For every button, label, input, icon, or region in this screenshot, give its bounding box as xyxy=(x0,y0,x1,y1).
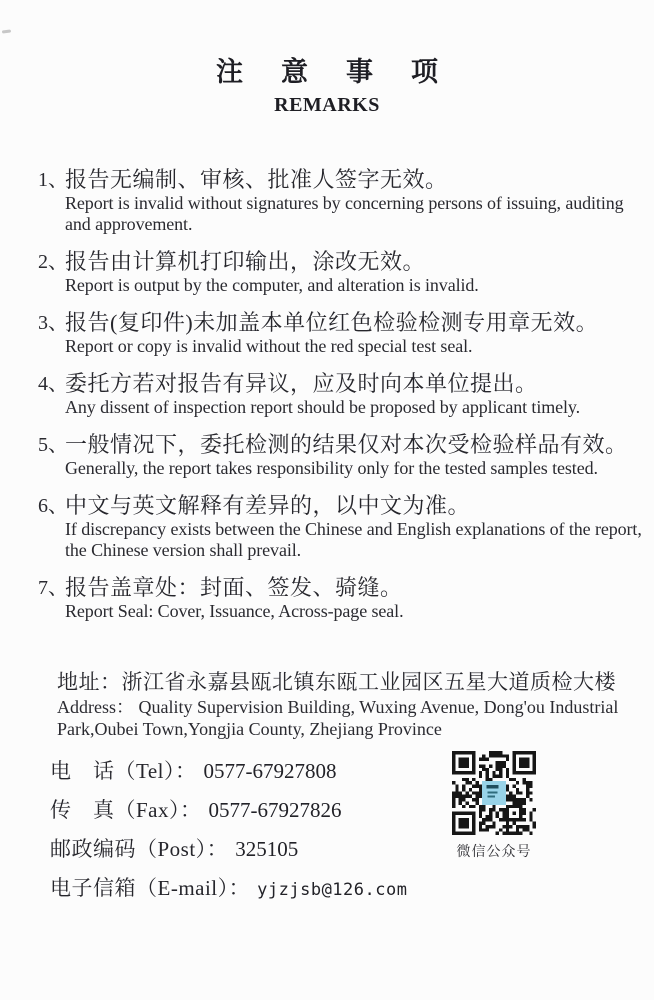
remark-item-5 xyxy=(38,433,646,479)
tel-label: 电 话（Tel）： xyxy=(50,759,197,783)
remark-text-chinese: 报告无编制、审核、批准人签字无效。 xyxy=(65,167,448,192)
remarks-list xyxy=(38,168,646,637)
email-label: 电子信箱（E-mail）： xyxy=(50,876,251,900)
email-value: yjzjsb@126.com xyxy=(257,880,408,900)
remark-number: 6、 xyxy=(38,495,68,517)
remark-body xyxy=(65,168,646,235)
post-label: 邮政编码（Post）： xyxy=(50,837,229,861)
address-label-chinese: 地址： xyxy=(57,670,122,694)
remark-text-english: Report is invalid without signatures by concerning persons of issuing, auditing and approvement. xyxy=(65,193,624,234)
remark-body xyxy=(65,576,646,622)
page-title-english: REMARKS xyxy=(274,94,380,116)
remark-text-chinese: 一般情况下，委托检测的结果仅对本次受检验样品有效。 xyxy=(65,432,628,457)
address-text-english: Quality Supervision Building, Wuxing Avenue, Dong'ou Industrial Park,Oubei Town,Yongjia County, Zhejiang Province xyxy=(57,697,619,739)
address-label-english: Address： xyxy=(57,697,134,717)
remark-text-english: If discrepancy exists between the Chinese and English explanations of the report, the Chinese version shall prevail. xyxy=(65,519,642,560)
remark-text-chinese: 报告由计算机打印输出，涂改无效。 xyxy=(65,249,426,274)
remark-item-7 xyxy=(38,576,646,622)
remark-body xyxy=(65,250,646,296)
remark-number: 3、 xyxy=(38,312,68,334)
remark-number: 5、 xyxy=(38,434,68,456)
remark-text-english: Report Seal: Cover, Issuance, Across-page seal. xyxy=(65,601,404,621)
contact-block xyxy=(50,760,430,918)
remark-number: 7、 xyxy=(38,577,68,599)
page-title-chinese: 注意事项 xyxy=(216,57,476,88)
remark-body xyxy=(65,372,646,418)
tel-value: 0577-67927808 xyxy=(203,759,337,783)
post-value: 325105 xyxy=(235,837,299,861)
remark-number: 4、 xyxy=(38,373,68,395)
qr-code-image xyxy=(452,751,536,835)
contact-row-post xyxy=(50,838,430,860)
fax-value: 0577-67927826 xyxy=(208,798,342,822)
wechat-qr-block xyxy=(452,751,536,861)
remark-text-english: Generally, the report takes responsibility only for the tested samples tested. xyxy=(65,458,598,478)
remark-item-1 xyxy=(38,168,646,235)
remark-text-english: Report or copy is invalid without the red special test seal. xyxy=(65,336,473,356)
remark-item-6 xyxy=(38,494,646,561)
remark-body xyxy=(65,494,646,561)
remark-text-chinese: 报告(复印件)未加盖本单位红色检验检测专用章无效。 xyxy=(65,310,599,335)
address-line-english xyxy=(57,696,626,740)
contact-row-fax xyxy=(50,799,430,821)
address-line-chinese xyxy=(57,670,626,695)
remark-text-chinese: 中文与英文解释有差异的，以中文为准。 xyxy=(65,493,471,518)
contact-row-tel xyxy=(50,760,430,782)
qr-caption: 微信公众号 xyxy=(456,844,532,860)
scan-artifact xyxy=(2,29,11,33)
remark-body xyxy=(65,433,646,479)
address-text-chinese: 浙江省永嘉县瓯北镇东瓯工业园区五星大道质检大楼 xyxy=(121,670,616,694)
remark-item-2 xyxy=(38,250,646,296)
remark-number: 2、 xyxy=(38,251,68,273)
remark-body xyxy=(65,311,646,357)
remark-number: 1、 xyxy=(38,169,68,191)
fax-label: 传 真（Fax）： xyxy=(50,798,202,822)
remark-item-4 xyxy=(38,372,646,418)
remark-item-3 xyxy=(38,311,646,357)
remark-text-chinese: 报告盖章处：封面、签发、骑缝。 xyxy=(65,575,403,600)
contact-row-email xyxy=(50,877,430,901)
address-block xyxy=(57,670,626,740)
remark-text-english: Report is output by the computer, and alteration is invalid. xyxy=(65,275,479,295)
remark-text-english: Any dissent of inspection report should be proposed by applicant timely. xyxy=(65,397,581,417)
remark-text-chinese: 委托方若对报告有异议，应及时向本单位提出。 xyxy=(65,371,538,396)
